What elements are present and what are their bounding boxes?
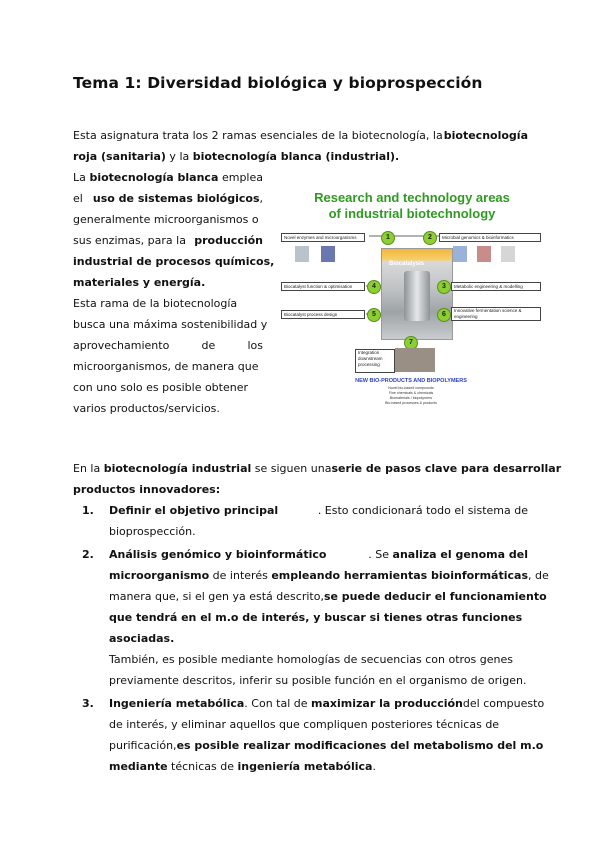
left-line [73, 167, 263, 188]
section-line-2 [73, 479, 528, 500]
term: microorganismo [109, 569, 210, 582]
term: Definir el objetivo principal [109, 504, 279, 517]
steps-list [73, 500, 549, 777]
term: productos innovadores: [73, 483, 221, 496]
computer-image [501, 246, 515, 262]
text: . Con tal de [244, 697, 312, 710]
step-line [109, 500, 528, 521]
text: los [247, 339, 263, 352]
term: industrial de procesos químicos, [73, 255, 275, 268]
step-line: previamente descritos, inferir su posible función en el organismo de origen. [109, 674, 527, 687]
term: empleando herramientas bioinformáticas [271, 569, 528, 582]
text: . Esto condicionará todo el sistema de [317, 504, 528, 517]
figure-sub: Bio-based processes & products [385, 401, 437, 405]
area-box-3: Metabolic engineering & modelling [451, 282, 541, 291]
cells-image [477, 246, 491, 262]
term: se puede deducir el funcionamiento [323, 590, 547, 603]
term: serie de pasos clave para desarrollar [331, 462, 562, 475]
figure-sub: Novel bio-based compounds [388, 386, 434, 390]
left-column [73, 167, 275, 419]
text: del compuesto [462, 697, 545, 710]
text: purificación, [109, 739, 177, 752]
intro-paragraph [73, 125, 528, 167]
left-line [73, 335, 263, 356]
step-line [109, 693, 545, 714]
step-line [109, 586, 547, 607]
area-box-7: Integration downstream processing [355, 349, 395, 373]
center-label: Biocatalysis [389, 261, 425, 267]
figure-sub: Fine chemicals & chemicals [388, 391, 434, 395]
text: , [259, 192, 263, 205]
intro-text: y la [165, 150, 193, 163]
area-number: 1 [381, 231, 395, 245]
area-box-4: Biocatalyst function & optimisation [281, 282, 365, 291]
step-line [109, 756, 528, 777]
dna-image [453, 246, 467, 262]
step-number: 2. [82, 548, 94, 561]
figure-footer: NEW BIO-PRODUCTS AND BIOPOLYMERS [355, 378, 467, 384]
area-number: 5 [367, 308, 381, 322]
step-line: bioprospección. [109, 525, 196, 538]
intro-term: biotecnología [443, 129, 528, 142]
term: Ingeniería metabólica [109, 697, 245, 710]
text: de interés [209, 569, 272, 582]
step-line: de interés, y eliminar aquellos que compliquen posteriores técnicas de [109, 718, 500, 731]
term: mediante [109, 760, 168, 773]
step-line: También, es posible mediante homologías de secuencias con otros genes [109, 653, 513, 666]
term: asociadas. [109, 632, 175, 645]
left-line: busca una máxima sostenibilidad y [73, 318, 268, 331]
intro-line-2 [73, 146, 528, 167]
figure-title-1: Research and technology areas [314, 190, 510, 205]
left-line [73, 230, 263, 251]
step-item [73, 500, 528, 542]
intro-line-1 [73, 125, 528, 146]
step-line [109, 607, 528, 628]
term: biotecnología industrial [103, 462, 252, 475]
term: Análisis genómico y bioinformático [109, 548, 327, 561]
term: maximizar la producción [311, 697, 463, 710]
intro-text: Esta asignatura trata los 2 ramas esenciales de la biotecnología, la [73, 129, 443, 142]
text: La [73, 171, 86, 184]
text: se siguen una [251, 462, 332, 475]
text: emplea [221, 171, 263, 184]
text: . Se [368, 548, 393, 561]
text: técnicas de [167, 760, 238, 773]
text: aprovechamiento [73, 339, 170, 352]
term: ingeniería metabólica [237, 760, 373, 773]
area-box-5: Biocatalyst process design [281, 310, 365, 319]
step-number: 3. [82, 697, 94, 710]
left-line: con uno solo es posible obtener [73, 381, 249, 394]
step-line [109, 628, 528, 649]
step-line [109, 544, 528, 565]
left-line: varios productos/servicios. [73, 402, 220, 415]
text: el [73, 192, 83, 205]
area-box-2: Microbial genomics & bioinformatics [439, 233, 541, 242]
left-line: microorganismos, de manera que [73, 360, 259, 373]
text: En la [73, 462, 104, 475]
step-item [73, 693, 545, 777]
area-number: 2 [423, 231, 437, 245]
text: sus enzimas, para la [73, 234, 186, 247]
left-line: Esta rama de la biotecnología [73, 297, 238, 310]
text: , de [528, 569, 549, 582]
step-item [73, 544, 549, 691]
text: de [201, 339, 216, 352]
area-number: 6 [437, 308, 451, 322]
term: materiales y energía. [73, 276, 206, 289]
area-number: 4 [367, 280, 381, 294]
step-number: 1. [82, 504, 94, 517]
figure-title-2: of industrial biotechnology [328, 206, 496, 221]
intro-term-white: biotecnología blanca (industrial). [192, 150, 400, 163]
area-number: 3 [437, 280, 451, 294]
term: producción [194, 234, 263, 247]
left-line [73, 251, 275, 272]
area-number: 7 [404, 336, 418, 350]
left-line [73, 272, 263, 293]
research-areas-figure [281, 186, 543, 416]
step-line [109, 565, 549, 586]
enzyme-image [321, 246, 335, 262]
term: es posible realizar modificaciones del metabolismo del m.o [176, 739, 544, 752]
term: analiza el genoma del [392, 548, 528, 561]
text: . [372, 760, 376, 773]
step-line [109, 735, 544, 756]
section-line-1 [73, 458, 562, 479]
term: uso de sistemas biológicos [92, 192, 260, 205]
area-box-1: Novel enzymes and microorganisms [281, 233, 365, 242]
figure-sub: Biomaterials / biopolymers [389, 396, 433, 400]
text: manera que, si el gen ya está descrito, [109, 590, 324, 603]
microscope-image [295, 246, 309, 262]
left-line: generalmente microorganismos o [73, 213, 259, 226]
area-box-6: Innovative fermentation science & engineering [451, 307, 541, 321]
section-paragraph [73, 458, 562, 500]
term: biotecnología blanca [89, 171, 219, 184]
plant-image [395, 348, 435, 372]
term: que tendrá en el m.o de interés, y buscar si tienes otras funciones [109, 611, 523, 624]
left-line [73, 188, 263, 209]
intro-term-red: roja (sanitaria) [73, 150, 166, 163]
page-title: Tema 1: Diversidad biológica y bioprospección [73, 74, 483, 92]
